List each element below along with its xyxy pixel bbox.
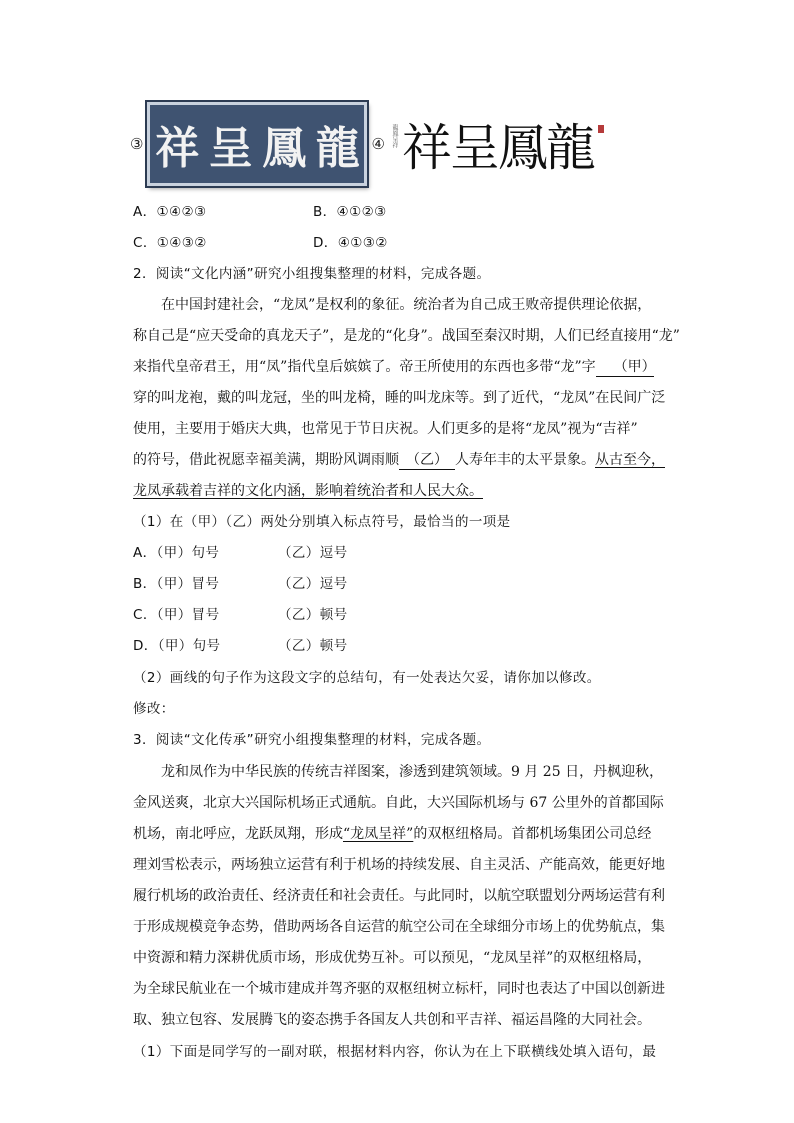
q3-passage-line: 金风送爽，北京大兴国际机场正式通航。自此，大兴国际机场与 67 公里外的首都国际 <box>133 795 664 811</box>
q3-passage-line: 取、独立包容、发展腾飞的姿态携手各国友人共创和平吉祥、福运昌隆的大同社会。 <box>133 1012 651 1028</box>
blank-jia-label: （甲） <box>613 359 656 375</box>
q1-option-c: C．①④③② <box>133 235 207 251</box>
q2-option-d: D．（甲）句号 <box>133 638 221 654</box>
q3-title: 3．阅读“文化传承”研究小组搜集整理的材料，完成各题。 <box>133 732 491 748</box>
q3-passage-line: 于形成规模竞争态势，借助两场各自运营的航空公司在全球细分市场上的优势航点，集 <box>133 919 665 935</box>
q3-underlined-phrase: “龙凤呈祥” <box>343 826 414 842</box>
q3-passage-line: 履行机场的政治责任、经济责任和社会责任。与此同时，以航空联盟划分两场运营有利 <box>133 888 665 904</box>
q3-passage-line <box>133 824 651 844</box>
q2-passage-line: 称自己是“应天受命的真龙天子”，是龙的“化身”。战国至秦汉时期，人们已经直接用“龙” <box>133 328 680 344</box>
plaque-char: 鳳 <box>262 123 307 174</box>
blank-jia <box>596 358 654 377</box>
q2-option-b: B．（甲）冒号 <box>133 576 220 592</box>
plaque-image <box>147 102 367 186</box>
q1-option-a: A．①④②③ <box>133 204 207 220</box>
q2-passage-line <box>133 357 654 377</box>
q3-passage-text: 机场，南北呼应，龙跃凤翔，形成 <box>133 826 343 842</box>
q2-option-a-value: （乙）逗号 <box>278 545 348 561</box>
q2-underlined-sentence: 从古至今， <box>595 452 665 468</box>
q2-sub1: （1）在（甲）（乙）两处分别填入标点符号，最恰当的一项是 <box>133 514 511 530</box>
q1-option-b: B．④①②③ <box>313 204 387 220</box>
q2-option-c: C．（甲）冒号 <box>133 607 220 623</box>
q3-sub1: （1）下面是同学写的一副对联，根据材料内容，你认为在上下联横线处填入语句，最 <box>133 1044 657 1060</box>
option-label-4: ④ <box>371 135 385 153</box>
q2-passage-line: 使用，主要用于婚庆大典，也常见于节日庆祝。人们更多的是将“龙凤”视为“吉祥” <box>133 421 638 437</box>
red-seal-stamp <box>598 125 604 133</box>
q2-revise-label: 修改： <box>133 701 175 717</box>
q3-passage-line: 为全球民航业在一个城市建成并驾齐驱的双枢纽树立标杆，同时也表达了中国以创新进 <box>133 981 665 997</box>
q2-passage-line: 穿的叫龙袍，戴的叫龙冠，坐的叫龙椅，睡的叫龙床等。到了近代，“龙凤”在民间广泛 <box>133 390 666 406</box>
q2-passage-line <box>133 450 665 470</box>
q3-passage-line: 龙和凤作为中华民族的传统吉祥图案，渗透到建筑领域。9 月 25 日，丹枫迎秋， <box>161 764 664 780</box>
option-label-3: ③ <box>130 135 144 153</box>
q2-passage-line: 在中国封建社会，“龙凤”是权利的象征。统治者为自己成王败帝提供理论依据， <box>161 297 652 313</box>
q2-option-a: A．（甲）句号 <box>133 545 220 561</box>
q2-sub2: （2）画线的句子作为这段文字的总结句，有一处表达欠妥，请你加以修改。 <box>133 670 601 686</box>
q2-passage-text: 人寿年丰的太平景象。 <box>455 452 595 468</box>
q2-passage-text: 来指代皇帝君王，用“凤”指代皇后嫔嫔了。帝王所使用的东西也多带“龙”字 <box>133 359 596 375</box>
q3-passage-line: 中资源和精力深耕优质市场，形成优势互补。可以预见，“龙凤呈祥”的双枢纽格局， <box>133 950 652 966</box>
q2-passage-text: 的符号，借此祝愿幸福美满，期盼风调雨顺 <box>133 452 399 468</box>
q1-option-d: D．④①③② <box>313 235 388 251</box>
seal-side-inscription: 龍鳳呈祥 <box>390 124 398 148</box>
seal-script-image <box>371 102 603 186</box>
plaque-char: 龍 <box>315 123 360 174</box>
q3-passage-line: 理刘雪松表示，两场独立运营有利于机场的持续发展、自主灵活、产能高效，能更好地 <box>133 857 665 873</box>
q2-title: 2．阅读“文化内涵”研究小组搜集整理的材料，完成各题。 <box>133 266 491 282</box>
plaque-char: 祥 <box>155 123 200 174</box>
q3-passage-text: 的双枢纽格局。首都机场集团公司总经 <box>413 826 652 842</box>
q2-underlined-sentence: 龙凤承载着吉祥的文化内涵，影响着统治者和人民大众。 <box>133 483 483 499</box>
blank-yi: （乙） <box>399 451 455 470</box>
seal-script-text: 祥呈鳳龍 <box>401 119 594 177</box>
plaque-char: 呈 <box>208 123 253 174</box>
q2-option-d-value: （乙）顿号 <box>278 638 348 654</box>
image-row <box>130 102 604 186</box>
q2-option-b-value: （乙）逗号 <box>278 576 348 592</box>
q2-option-c-value: （乙）顿号 <box>278 607 348 623</box>
